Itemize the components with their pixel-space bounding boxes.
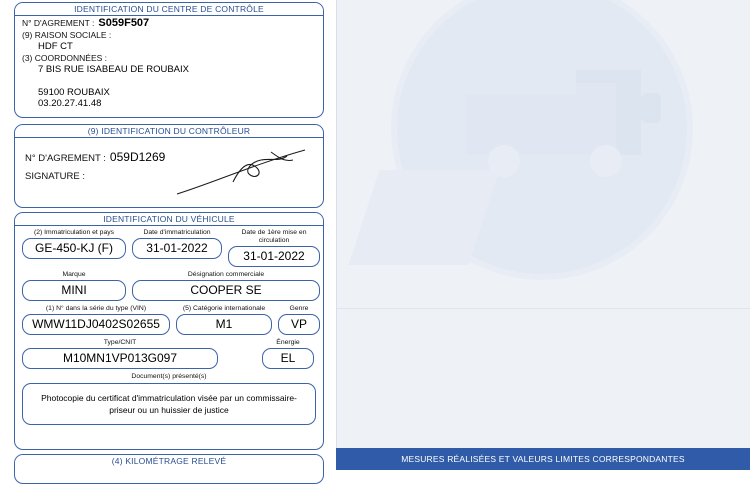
category-label: (5) Catégorie internationale <box>182 305 266 312</box>
right-watermark-column <box>336 0 750 470</box>
first-use-label: Date de 1ère mise en circulation <box>241 229 307 244</box>
registration-date-field <box>132 229 222 267</box>
energy-value: EL <box>262 348 314 369</box>
registration-date-value: 31-01-2022 <box>132 238 222 259</box>
vehicle-panel <box>14 212 324 450</box>
vehicle-row-2 <box>22 271 316 301</box>
address-label: (3) COORDONNÉES : <box>22 52 108 63</box>
left-document-column <box>0 0 336 470</box>
vin-label: (1) N° dans la série du type (VIN) <box>45 305 147 312</box>
inspector-title: (9) IDENTIFICATION DU CONTRÔLEUR <box>15 125 323 138</box>
genre-label: Genre <box>289 305 309 312</box>
vin-field <box>22 305 170 335</box>
commercial-value: COOPER SE <box>132 280 320 301</box>
company-value: HDF CT <box>38 41 73 52</box>
control-center-panel <box>14 2 324 118</box>
signature-label: SIGNATURE : <box>25 170 85 182</box>
phone-value: 03.20.27.41.48 <box>38 98 102 109</box>
agreement-label: N° D'AGREMENT : <box>22 18 95 28</box>
category-field <box>176 305 272 335</box>
plate-label: (2) Immatriculation et pays <box>33 229 115 236</box>
plate-value: GE-450-KJ (F) <box>22 238 126 259</box>
genre-field <box>278 305 320 335</box>
make-label: Marque <box>62 271 86 278</box>
make-value: MINI <box>22 280 126 301</box>
plate-field <box>22 229 126 267</box>
vehicle-title: IDENTIFICATION DU VÉHICULE <box>15 213 323 226</box>
cnit-label: Type/CNIT <box>103 339 137 346</box>
category-value: M1 <box>176 314 272 335</box>
energy-field <box>262 339 314 369</box>
commercial-label: Désignation commerciale <box>187 271 265 278</box>
agreement-row <box>22 18 316 30</box>
inspector-panel <box>14 124 324 208</box>
inspector-agreement-label: N° D'AGREMENT : <box>25 153 106 164</box>
measures-bar: MESURES RÉALISÉES ET VALEURS LIMITES CORRESPONDANTES <box>336 448 750 470</box>
car-watermark-icon <box>456 35 671 225</box>
cnit-field <box>22 339 218 369</box>
company-label: (9) RAISON SOCIALE : <box>22 29 112 40</box>
energy-label: Énergie <box>276 339 300 346</box>
documents-value: Photocopie du certificat d'immatriculation visée par un commissaire-priseur ou un huissier de justice <box>22 383 316 425</box>
mileage-panel <box>14 454 324 484</box>
vehicle-row-4 <box>22 339 316 369</box>
genre-value: VP <box>278 314 320 335</box>
registration-date-label: Date d'immatriculation <box>143 229 211 236</box>
address-line1: 7 BIS RUE ISABEAU DE ROUBAIX <box>38 64 189 75</box>
first-use-value: 31-01-2022 <box>228 246 320 267</box>
column-separator <box>336 0 337 470</box>
vin-value: WMW11DJ0402S02655 <box>22 314 170 335</box>
first-use-field <box>228 229 320 267</box>
commercial-field <box>132 271 320 301</box>
vehicle-row-3 <box>22 305 316 335</box>
documents-label: Document(s) présenté(s) <box>131 373 207 380</box>
vehicle-row-1 <box>22 229 316 267</box>
inspector-agreement-value: 059D1269 <box>109 150 166 164</box>
documents-field <box>22 373 316 425</box>
address-line2: 59100 ROUBAIX <box>38 86 110 98</box>
signature-mark <box>175 142 315 196</box>
cnit-value: M10MN1VP013G097 <box>22 348 218 369</box>
agreement-value: S059F507 <box>98 17 150 29</box>
control-center-title: IDENTIFICATION DU CENTRE DE CONTRÔLE <box>15 3 323 16</box>
make-field <box>22 271 126 301</box>
right-divider <box>336 308 750 309</box>
mileage-title: (4) KILOMÉTRAGE RELEVÉ <box>15 455 323 467</box>
